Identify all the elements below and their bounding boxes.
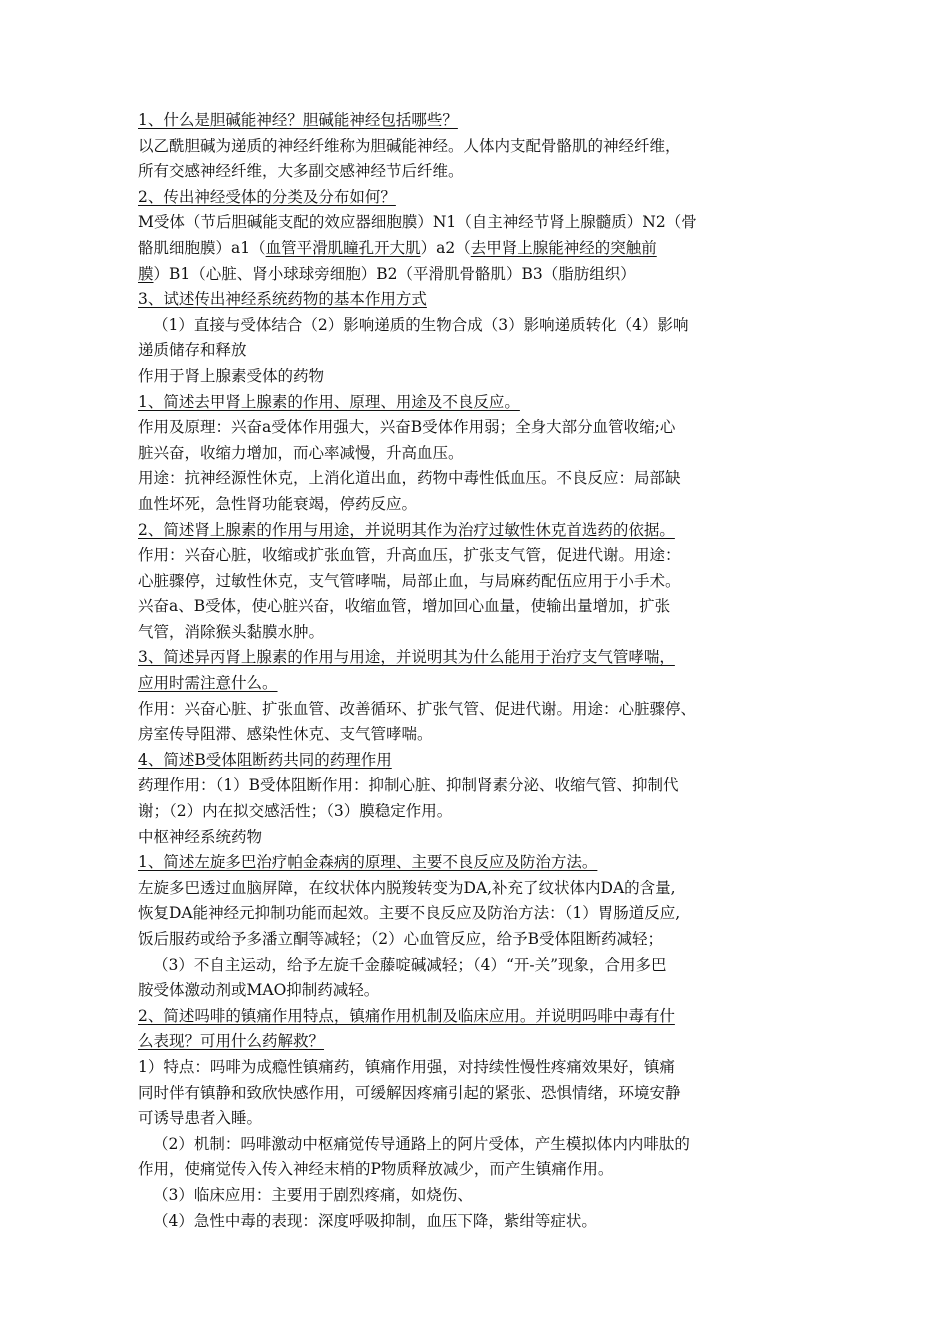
question-heading: 3、试述传出神经系统药物的基本作用方式 [138,290,427,309]
answer-text: 左旋多巴透过血脑屏障，在纹状体内脱羧转变为DA,补充了纹状体内DA的含量, [138,878,676,897]
answer-text: 恢复DA能神经元抑制功能而起效。主要不良反应及防治方法：（1）胃肠道反应, [138,904,681,923]
answer-text: M受体（节后胆碱能支配的效应器细胞膜）N1（自主神经节肾上腺髓质）N2（骨 [138,213,697,232]
answer-text: 气管，消除猴头黏膜水肿。 [138,622,325,641]
question-heading: 应用时需注意什么。 [138,674,278,693]
answer-text: 房室传导阻滞、感染性休克、支气管哮喘。 [138,725,433,744]
answer-text: （2）机制：吗啡激动中枢痛觉传导通路上的阿片受体，产生模拟体内内啡肽的 [153,1134,690,1153]
answer-text: 胺受体激动剂或MAO抑制药减轻。 [138,981,380,1000]
answer-text: 作用：兴奋心脏、扩张血管、改善循环、扩张气管、促进代谢。用途：心脏骤停、 [138,699,697,718]
document-body [138,108,822,1234]
answer-text: 用途：抗神经源性休克，上消化道出血，药物中毒性低血压。不良反应：局部缺 [138,469,681,488]
underlined-segment: 血管平滑肌瞳孔开大肌 [265,238,421,257]
answer-text: 1）特点：吗啡为成瘾性镇痛药，镇痛作用强，对持续性慢性疼痛效果好，镇痛 [138,1057,675,1076]
underlined-segment: 膜 [138,264,154,283]
answer-text: （3）不自主运动，给予左旋千金藤啶碱减轻；（4）“开-关”现象，合用多巴 [153,955,667,974]
answer-text: 可诱导患者入睡。 [138,1109,263,1128]
answer-text: 心脏骤停，过敏性休克，支气管哮喘，局部止血，与局麻药配伍应用于小手术。 [138,571,681,590]
answer-text-mixed [138,262,822,288]
section-heading: 中枢神经系统药物 [138,827,263,846]
answer-text-mixed [138,236,822,262]
question-heading: 2、简述肾上腺素的作用与用途，并说明其作为治疗过敏性休克首选药的依据。 [138,520,675,539]
answer-text: 同时伴有镇静和致欣快感作用，可缓解因疼痛引起的紧张、恐惧情绪，环境安静 [138,1083,681,1102]
question-heading: 3、简述异丙肾上腺素的作用与用途，并说明其为什么能用于治疗支气管哮喘， [138,648,675,667]
text-segment: ）B1（心脏、肾小球球旁细胞）B2（平滑肌骨骼肌）B3（脂肪组织） [153,264,636,283]
answer-text: 递质储存和释放 [138,341,247,360]
text-segment: ）a2（ [420,238,471,257]
question-heading: 4、简述B受体阻断药共同的药理作用 [138,750,392,769]
answer-text: 作用及原理：兴奋a受体作用强大，兴奋B受体作用弱；全身大部分血管收缩;心 [138,418,676,437]
answer-text: 兴奋a、B受体，使心脏兴奋，收缩血管，增加回心血量，使输出量增加，扩张 [138,597,671,616]
question-heading: 么表现？可用什么药解救？ [138,1032,325,1051]
answer-text: （4）急性中毒的表现：深度呼吸抑制，血压下降，紫绀等症状。 [153,1211,597,1230]
answer-text: 作用，使痛觉传入传入神经末梢的P物质释放减少，而产生镇痛作用。 [138,1160,614,1179]
underlined-segment: 去甲肾上腺能神经的突触前 [470,238,657,257]
answer-text: 脏兴奋，收缩力增加，而心率减慢，升高血压。 [138,443,464,462]
answer-text: （3）临床应用：主要用于剧烈疼痛，如烧伤、 [153,1185,473,1204]
answer-text: （1）直接与受体结合（2）影响递质的生物合成（3）影响递质转化（4）影响 [153,315,689,334]
answer-text: 饭后服药或给予多潘立酮等减轻；（2）心血管反应，给予B受体阻断药减轻； [138,930,664,948]
question-heading: 1、什么是胆碱能神经？胆碱能神经包括哪些？ [138,111,458,129]
answer-text: 药理作用：（1）B受体阻断作用：抑制心脏、抑制肾素分泌、收缩气管、抑制代 [138,776,679,795]
answer-text: 谢；（2）内在拟交感活性；（3）膜稳定作用。 [138,802,453,821]
question-heading: 2、传出神经受体的分类及分布如何？ [138,187,396,206]
section-heading: 作用于肾上腺素受体的药物 [138,366,325,385]
question-heading: 1、简述去甲肾上腺素的作用、原理、用途及不良反应。 [138,392,520,411]
question-heading: 1、简述左旋多巴治疗帕金森病的原理、主要不良反应及防治方法。 [138,853,598,872]
text-segment: 骼肌细胞膜）a1（ [138,238,266,257]
answer-text: 以乙酰胆碱为递质的神经纤维称为胆碱能神经。人体内支配骨骼肌的神经纤维， [138,136,681,155]
answer-text: 血性坏死，急性肾功能衰竭，停药反应。 [138,494,418,513]
answer-text: 作用：兴奋心脏，收缩或扩张血管，升高血压，扩张支气管，促进代谢。用途： [138,546,681,565]
answer-text: 所有交感神经纤维，大多副交感神经节后纤维。 [138,162,464,181]
question-heading: 2、简述吗啡的镇痛作用特点，镇痛作用机制及临床应用。并说明吗啡中毒有什 [138,1006,675,1025]
